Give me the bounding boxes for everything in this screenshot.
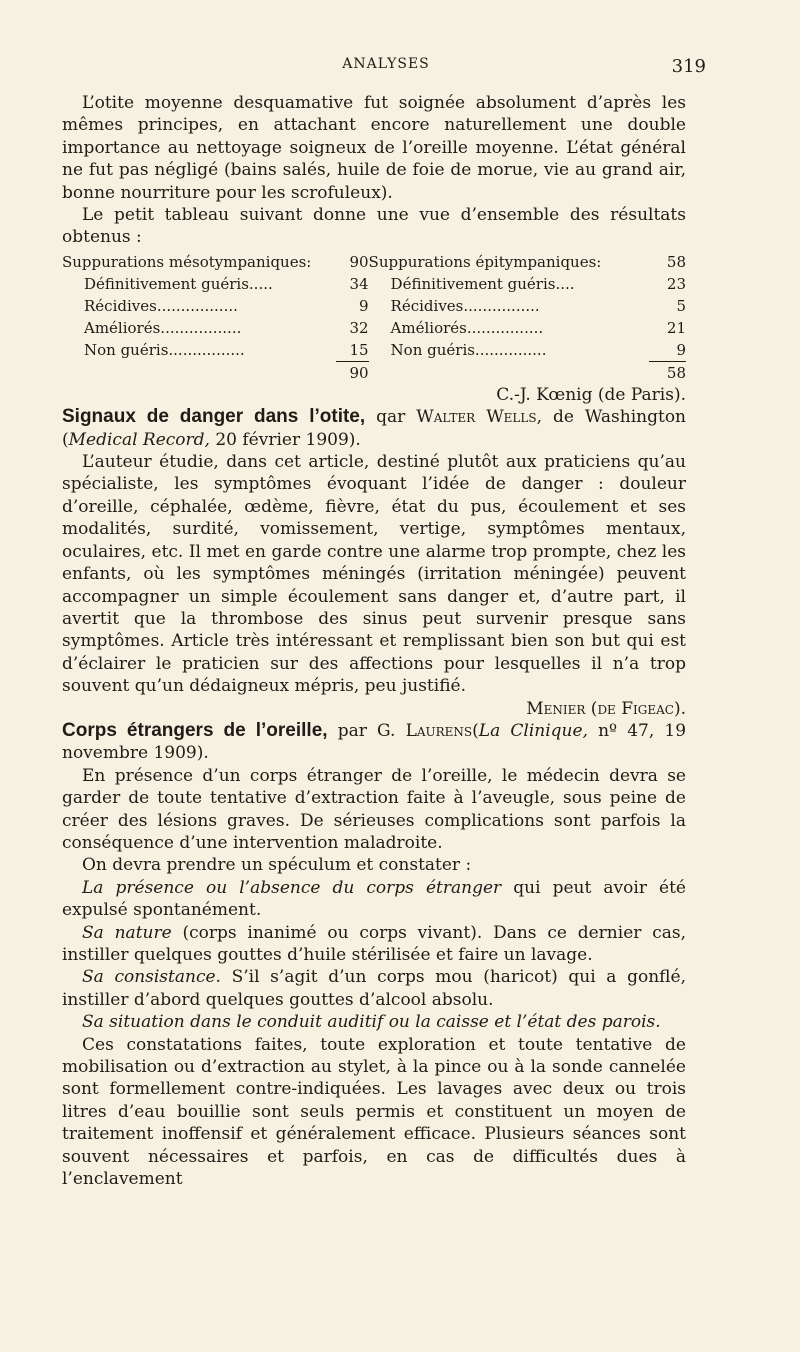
left-row-value: 9 <box>359 296 369 315</box>
author-name: Walter Wells, <box>416 407 542 428</box>
results-table <box>62 251 686 384</box>
right-row-value: 21 <box>666 318 686 337</box>
right-row-value: 9 <box>676 340 686 359</box>
table-row <box>62 273 686 295</box>
citation-pre: de Washington ( <box>62 407 686 450</box>
table-row <box>62 361 686 384</box>
running-header <box>66 56 706 80</box>
article-body-otite: L’auteur étudie, dans cet article, destiné plutôt aux praticiens qu’au spécialiste, les symptômes évoquant l’idée de danger : douleur d’oreille, céphalée, œdème, fièvre, état du pus, écoulement et ses modalités, surdité, vomissement, vertige, symptômes mentaux, oculaires, etc. Il met en garde contre une alarme trop prompte, chez les enfants, où les symptômes méningés (irritation méningée) peuvent accompagner un simple écoulement sans danger et, d’autre part, il avertit que la thrombose des sinus peut survenir presque sans symptômes. Article très intéressant et remplissant bien son but qui est d’éclairer le praticien sur des affections pour lesquelles il n’a trop souvent qu’un dédaigneux mépris, peu justifié. <box>62 452 686 697</box>
citation-post: 20 février 1909). <box>215 429 361 450</box>
article-heading-corps <box>62 720 686 765</box>
table-row <box>62 251 686 273</box>
right-row-label: Non guéris............... <box>390 341 547 360</box>
paragraph-rest: (corps inanimé ou corps vivant). Dans ce dernier cas, instiller quelques gouttes d’huile stérilisée et faire un lavage. <box>62 922 686 965</box>
byline-prefix: qar <box>376 407 406 428</box>
journal-name: La Clinique, <box>478 720 588 741</box>
left-row-label: Récidives................. <box>84 296 238 315</box>
table-row <box>62 317 686 339</box>
left-sum: 90 <box>336 361 369 384</box>
right-header: Suppurations épitympaniques: <box>368 252 602 271</box>
left-row-label: Améliorés................. <box>84 318 242 337</box>
journal-name: Medical Record, <box>68 429 210 450</box>
left-row-value: 32 <box>349 318 369 337</box>
italic-lead: Sa consistance. <box>82 967 221 988</box>
article-paragraph <box>62 966 686 1011</box>
article-title: Corps étrangers de l’oreille, <box>62 719 328 741</box>
signature-menier: Menier (de Figeac). <box>526 698 686 719</box>
right-row-label: Améliorés................ <box>390 318 544 337</box>
article-paragraph <box>62 877 686 922</box>
right-row-value: 5 <box>676 296 686 315</box>
italic-lead: Sa nature <box>82 922 172 943</box>
italic-lead: La présence ou l’absence du corps étranger <box>82 877 502 898</box>
intro-paragraph-1: L’otite moyenne desquamative fut soignée absolument d’après les mêmes principes, en attachant encore naturellement une double importance au nettoyage soigneux de l’oreille moyenne. L’état général ne fut pas négligé (bains salés, huile de foie de morue, vie au grand air, bonne nourriture pour les scrofuleux). <box>62 93 686 203</box>
left-total: 90 <box>349 252 369 271</box>
intro-paragraph-2: Le petit tableau suivant donne une vue d’ensemble des résultats obtenus : <box>62 205 686 248</box>
left-row-label: Définitivement guéris..... <box>84 274 273 293</box>
byline-prefix: par G. <box>337 720 396 741</box>
right-total: 58 <box>666 252 686 271</box>
page-number: 319 <box>671 56 706 77</box>
left-row-value: 34 <box>349 274 369 293</box>
article-paragraph: En présence d’un corps étranger de l’oreille, le médecin devra se garder de toute tentative d’extraction faite à l’aveugle, sous peine de créer des lésions graves. De sérieuses complications sont parfois la conséquence d’une intervention maladroite. <box>62 765 686 853</box>
page-body <box>62 92 686 1190</box>
article-paragraph: Sa situation dans le conduit auditif ou la caisse et l’état des parois. <box>82 1012 661 1033</box>
left-row-value: 15 <box>349 340 369 359</box>
table-row <box>62 339 686 362</box>
article-paragraph <box>62 922 686 967</box>
article-heading-otite <box>62 406 686 451</box>
right-row-value: 23 <box>666 274 686 293</box>
article-paragraph: On devra prendre un spéculum et constater : <box>82 855 472 876</box>
left-header: Suppurations mésotympaniques: <box>62 252 312 271</box>
citation-post: nº 47, 19 novembre 1909). <box>62 720 687 764</box>
left-row-label: Non guéris................ <box>84 341 245 360</box>
signature-koenig: C.-J. Kœnig (de Paris). <box>496 384 686 405</box>
table-row <box>62 295 686 317</box>
author-name: Laurens <box>405 720 473 741</box>
article-paragraph: Ces constatations faites, toute exploration et toute tentative de mobilisation ou d’extraction au stylet, à la pince ou à la sonde cannelée sont formellement contre-indiquées. Les lavages avec deux ou trois litres d’eau bouillie sont seuls permis et constituent un moyen de traitement inoffensif et généralement efficace. Plusieurs séances sont souvent nécessaires et parfois, en cas de difficultés dues à l’enclavement <box>62 1034 686 1190</box>
right-row-label: Définitivement guéris.... <box>390 274 575 293</box>
paragraph-rest: qui peut avoir été expulsé spontanément. <box>62 877 686 921</box>
citation-pre: ( <box>472 720 479 741</box>
right-sum: 58 <box>649 361 686 384</box>
article-title: Signaux de danger dans l’otite, <box>62 406 366 428</box>
running-title: ANALYSES <box>342 56 430 72</box>
paragraph-rest: S’il s’agit d’un corps mou (haricot) qui a gonflé, instiller d’abord quelques gouttes d’alcool absolu. <box>62 967 686 1010</box>
right-row-label: Récidives................ <box>390 296 540 315</box>
